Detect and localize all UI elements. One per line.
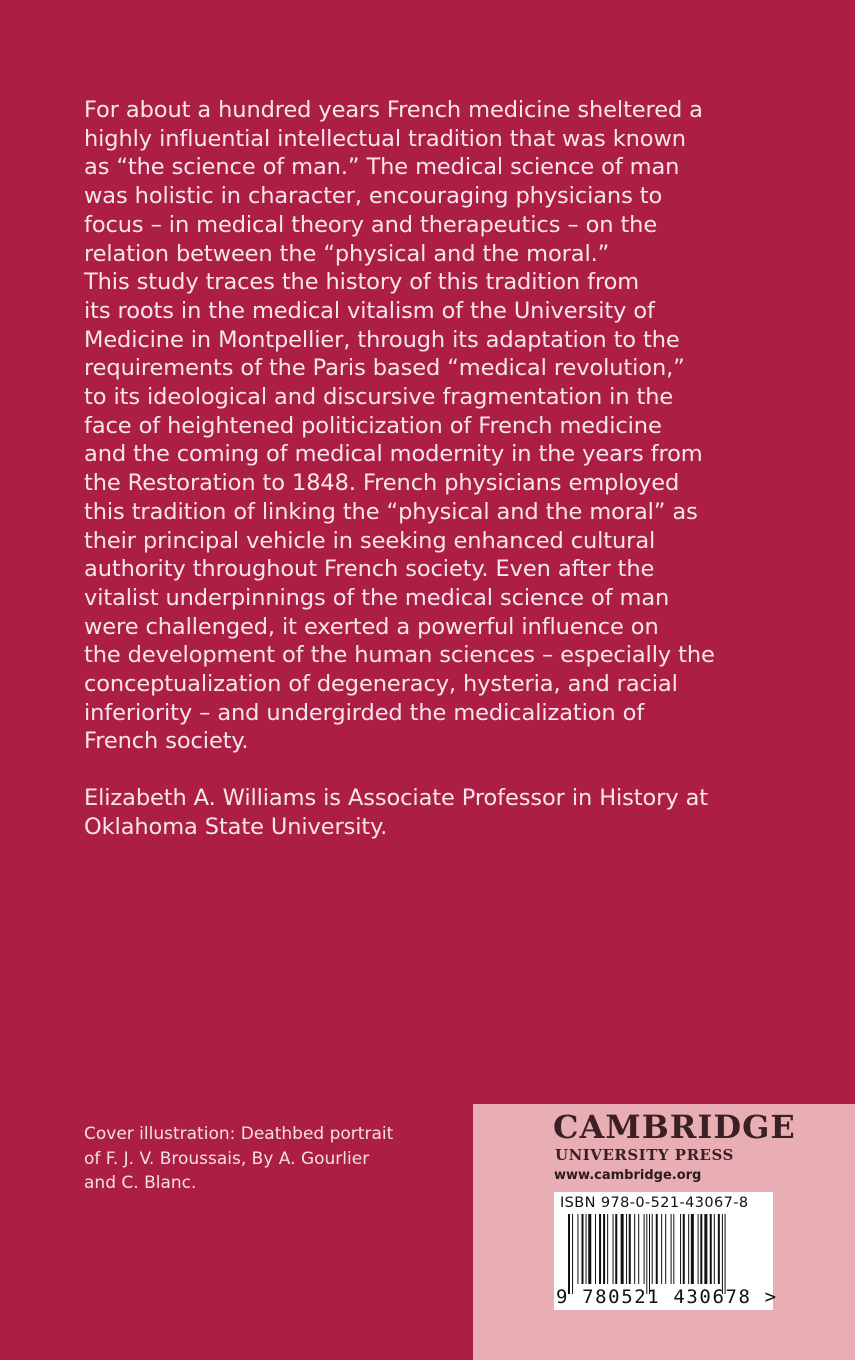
- blurb-line: to its ideological and discursive fragmentation in the: [84, 384, 674, 411]
- isbn-barcode: [554, 1192, 778, 1310]
- publisher-panel: [473, 1104, 855, 1360]
- blurb-line: For about a hundred years French medicine sheltered a: [84, 97, 703, 123]
- blurb-line: requirements of the Paris based “medical revolution,”: [84, 355, 685, 382]
- blurb-line: their principal vehicle in seeking enhanced cultural: [84, 527, 656, 554]
- isbn-label: ISBN 978-0-521-43067-8: [560, 1195, 749, 1211]
- author-bio-line: Oklahoma State University.: [84, 813, 388, 840]
- ean-digits: 9 780521 430678 >: [556, 1286, 778, 1308]
- credit-line: of F. J. V. Broussais, By A. Gourlier: [84, 1148, 370, 1169]
- blurb-line: authority throughout French society. Even after the: [84, 556, 655, 583]
- blurb-line: vitalist underpinnings of the medical science of man: [84, 584, 670, 611]
- blurb-line: was holistic in character, encouraging physicians to: [84, 183, 663, 210]
- blurb-line: and the coming of medical modernity in the years from: [84, 441, 703, 468]
- author-bio: [84, 784, 764, 841]
- blurb-line: its roots in the medical vitalism of the University of: [84, 297, 655, 324]
- blurb-line: conceptualization of degeneracy, hysteria, and racial: [84, 671, 678, 698]
- blurb-line: inferiority – and undergirded the medicalization of: [84, 699, 645, 726]
- blurb-line: as “the science of man.” The medical science of man: [84, 154, 680, 181]
- blurb-line: were challenged, it exerted a powerful influence on: [84, 613, 659, 640]
- blurb-line: French society.: [84, 728, 249, 755]
- blurb-line: the Restoration to 1848. French physicians employed: [84, 470, 680, 497]
- blurb-line: highly influential intellectual tradition that was known: [84, 125, 686, 152]
- blurb-line: the development of the human sciences – especially the: [84, 642, 715, 669]
- blurb-line: Medicine in Montpellier, through its adaptation to the: [84, 326, 680, 353]
- blurb-line: relation between the “physical and the moral.”: [84, 240, 610, 267]
- credit-line: and C. Blanc.: [84, 1173, 197, 1193]
- blurb-line: face of heightened politicization of French medicine: [84, 412, 662, 439]
- blurb-line: focus – in medical theory and therapeutics – on the: [84, 211, 658, 238]
- cover-illustration-credit: [84, 1122, 444, 1196]
- back-cover-blurb: [84, 96, 734, 756]
- author-bio-line: Elizabeth A. Williams is Associate Professor in History at: [84, 785, 709, 811]
- credit-line: Cover illustration: Deathbed portrait: [84, 1124, 394, 1144]
- publisher-name: CAMBRIDGE: [553, 1108, 796, 1146]
- blurb-line: this tradition of linking the “physical and the moral” as: [84, 498, 698, 525]
- publisher-url: www.cambridge.org: [554, 1168, 702, 1183]
- blurb-line: This study traces the history of this tradition from: [84, 269, 640, 296]
- publisher-press: UNIVERSITY PRESS: [555, 1146, 734, 1164]
